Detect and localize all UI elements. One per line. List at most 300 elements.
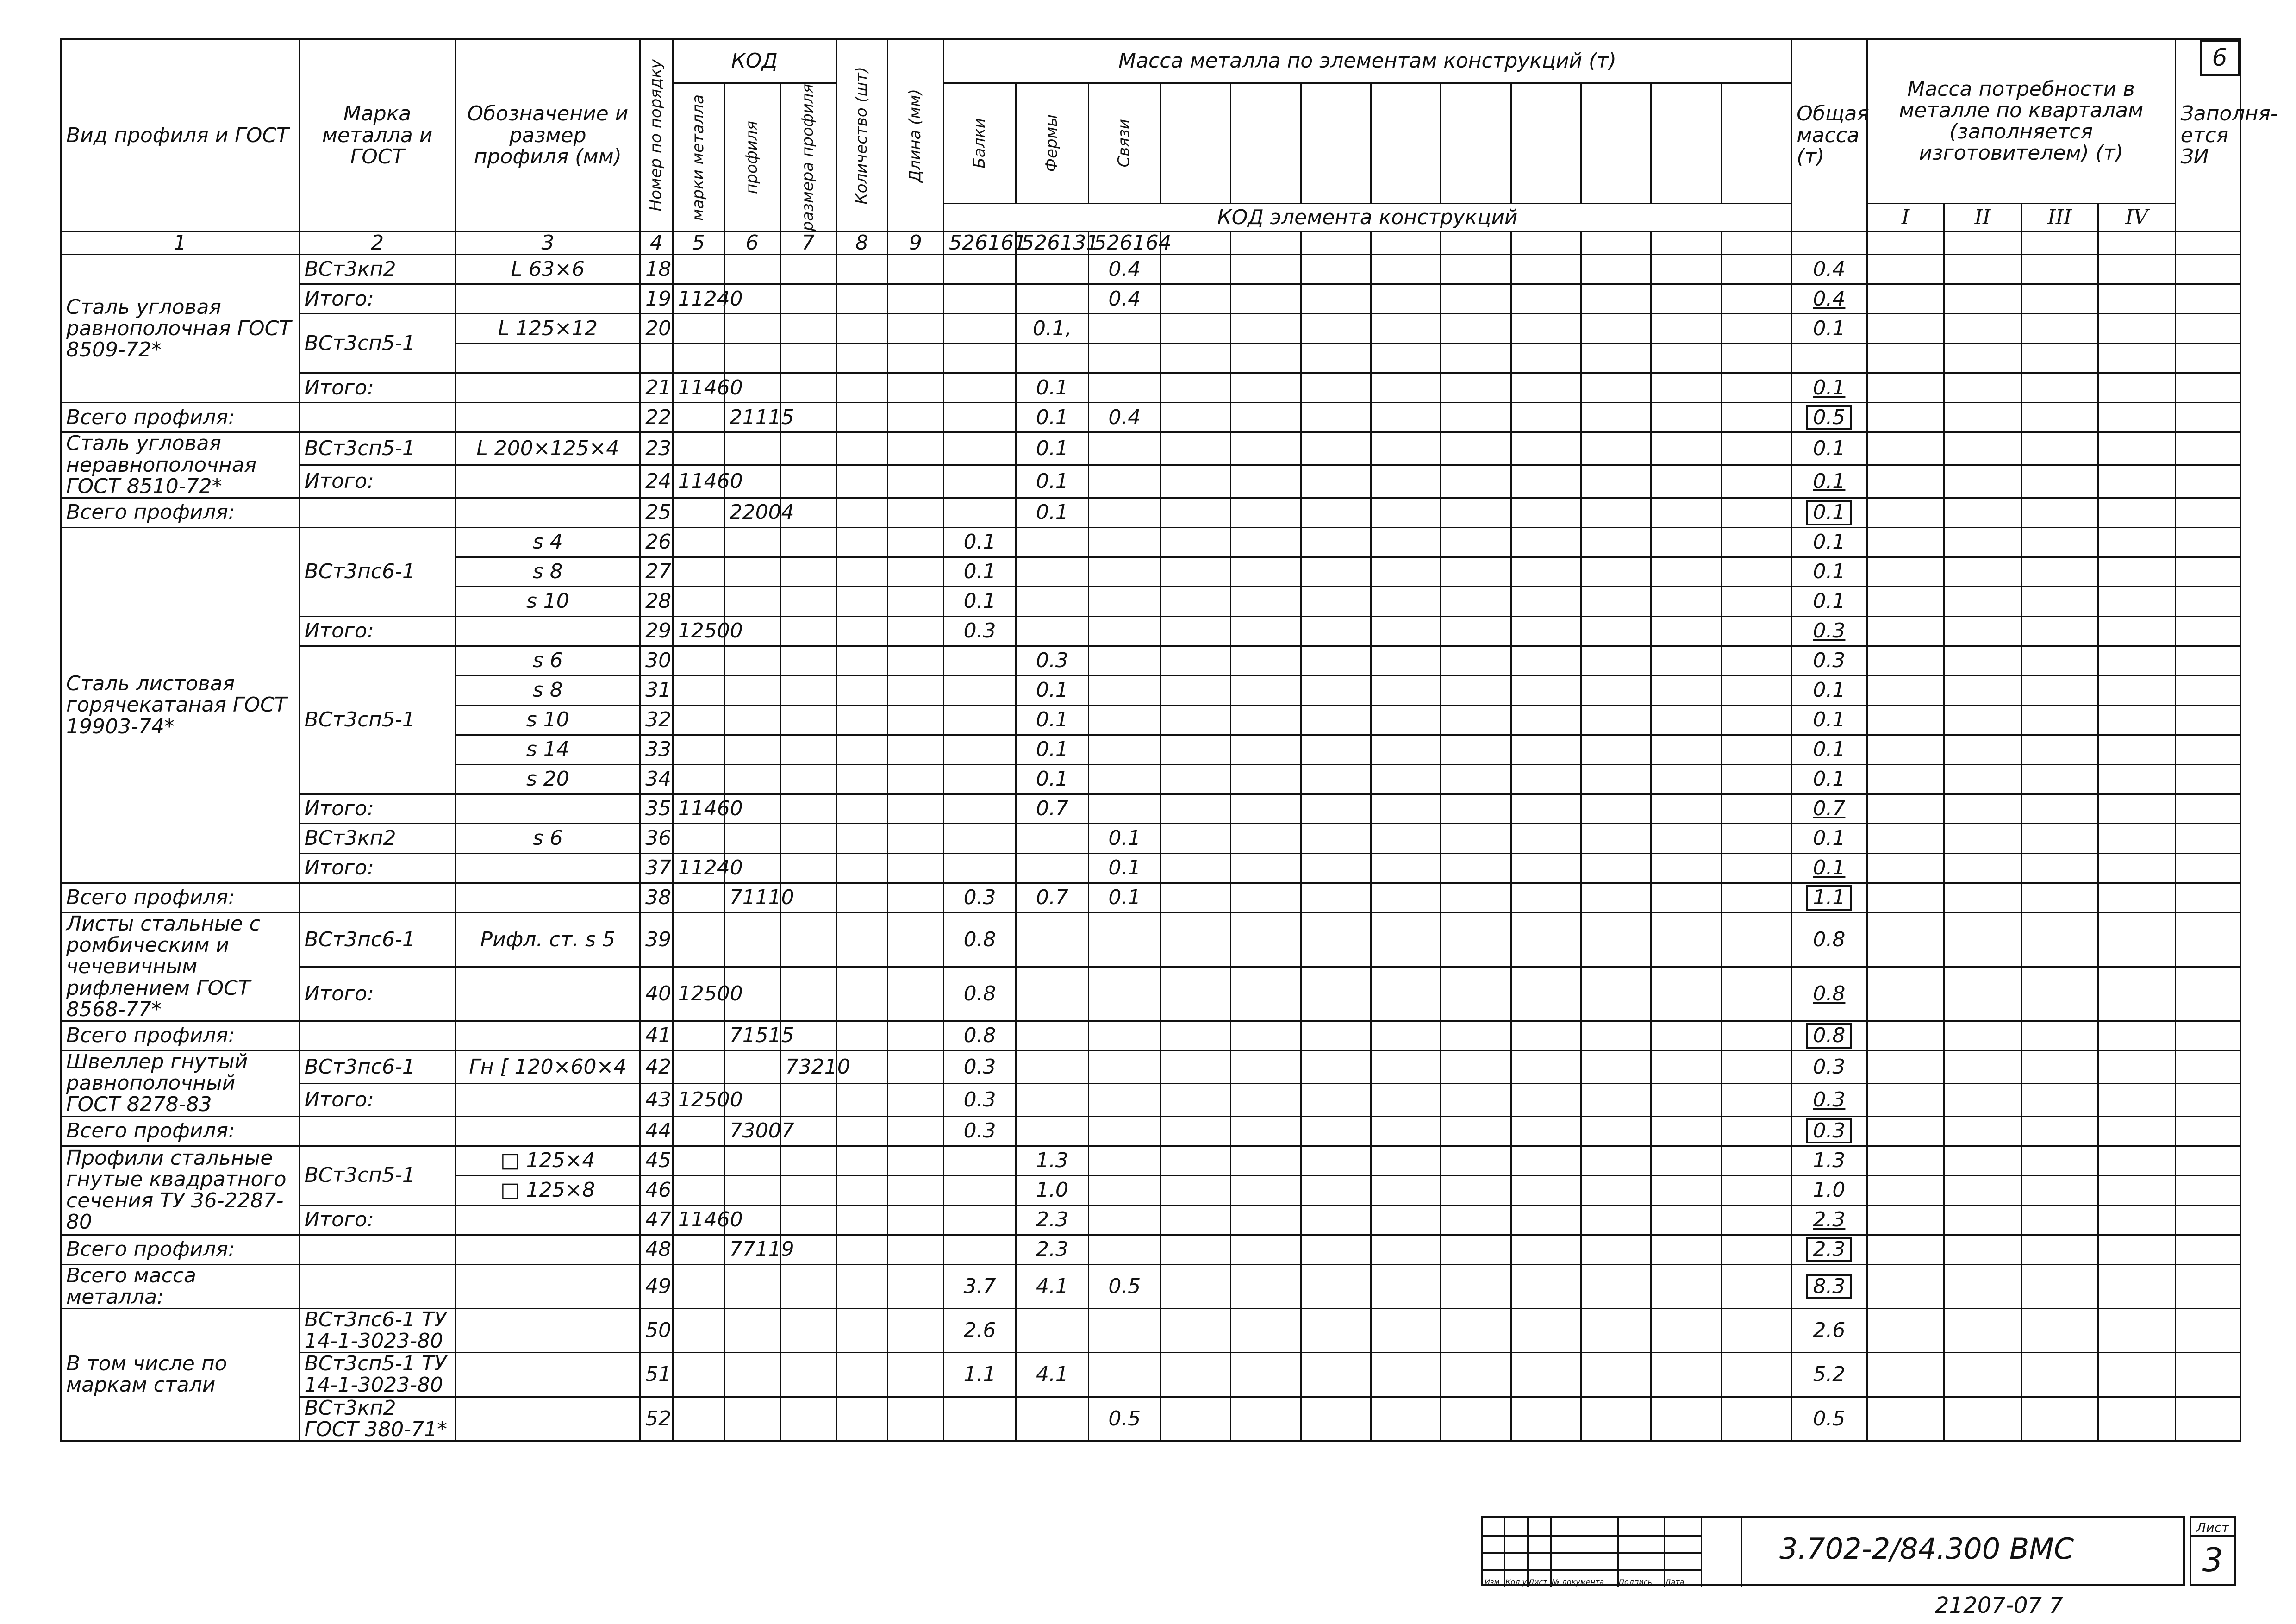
beams-mass-cell bbox=[943, 1146, 1016, 1175]
quarter-mass-cell bbox=[1867, 284, 1944, 314]
bracing-mass-cell bbox=[1088, 498, 1160, 528]
element-mass-cell bbox=[1161, 967, 1231, 1021]
total-mass-cell-text: 0.3 bbox=[1813, 619, 1846, 643]
quarter-mass-cell bbox=[1944, 1146, 2021, 1175]
bracing-mass-cell bbox=[1088, 1235, 1160, 1264]
element-mass-cell bbox=[1441, 528, 1511, 557]
beams-mass-cell bbox=[943, 465, 1016, 498]
size-code-cell bbox=[780, 794, 836, 824]
bracing-mass-cell bbox=[1088, 1116, 1160, 1146]
quarter-mass-cell bbox=[1867, 1235, 1944, 1264]
filled-by-cell bbox=[2175, 403, 2240, 432]
quarter-mass-cell bbox=[2098, 1050, 2176, 1083]
column-number: 7 bbox=[780, 232, 836, 255]
element-mass-cell bbox=[1441, 557, 1511, 587]
element-mass-cell bbox=[1511, 824, 1581, 854]
element-mass-cell bbox=[1371, 528, 1441, 557]
element-mass-cell bbox=[1581, 284, 1651, 314]
beams-mass-cell: 0.3 bbox=[943, 1083, 1016, 1116]
profile-group-cell: Сталь листовая горячекатаная ГОСТ 19903-74* bbox=[61, 528, 299, 883]
quarter-mass-cell bbox=[1944, 1116, 2021, 1146]
row-number-cell: 44 bbox=[640, 1116, 673, 1146]
steel-code-cell: 11460 bbox=[673, 465, 724, 498]
total-mass-cell: 0.1 bbox=[1791, 528, 1867, 557]
quarter-mass-cell bbox=[1944, 676, 2021, 706]
length-cell bbox=[887, 403, 943, 432]
quarter-mass-cell bbox=[1867, 255, 1944, 284]
total-mass-cell bbox=[1791, 1083, 1867, 1116]
row-number-cell: 26 bbox=[640, 528, 673, 557]
profile-group-cell: Всего профиля: bbox=[61, 1116, 299, 1146]
quarter-mass-cell bbox=[1867, 646, 1944, 676]
element-mass-cell bbox=[1651, 617, 1721, 646]
length-cell bbox=[887, 794, 943, 824]
steel-code-cell: 12500 bbox=[673, 967, 724, 1021]
quarter-mass-cell bbox=[1867, 794, 1944, 824]
steel-code-cell bbox=[673, 1235, 724, 1264]
element-mass-cell bbox=[1441, 676, 1511, 706]
element-mass-cell bbox=[1441, 1397, 1511, 1441]
header-filled-by: Заполня-ется ЗИ bbox=[2175, 39, 2240, 232]
trusses-mass-cell: 0.1 bbox=[1016, 706, 1088, 735]
element-mass-cell bbox=[1441, 706, 1511, 735]
quarter-mass-cell bbox=[1944, 824, 2021, 854]
profile-designation-cell: s 8 bbox=[455, 557, 640, 587]
beams-mass-cell bbox=[943, 1175, 1016, 1205]
steel-code-cell bbox=[673, 646, 724, 676]
element-mass-cell bbox=[1301, 344, 1371, 373]
total-mass-cell-text: 0.3 bbox=[1813, 1087, 1846, 1112]
header-length bbox=[887, 39, 943, 232]
element-mass-cell bbox=[1721, 1308, 1791, 1352]
length-cell bbox=[887, 284, 943, 314]
element-mass-cell bbox=[1511, 1175, 1581, 1205]
element-mass-cell bbox=[1231, 794, 1301, 824]
element-mass-cell bbox=[1441, 765, 1511, 794]
element-mass-cell bbox=[1161, 314, 1231, 344]
profile-group-cell: Всего профиля: bbox=[61, 1021, 299, 1050]
trusses-mass-cell bbox=[1016, 284, 1088, 314]
quarter-mass-cell bbox=[2098, 1021, 2176, 1050]
element-mass-cell bbox=[1511, 1397, 1581, 1441]
length-cell bbox=[887, 373, 943, 403]
total-mass-cell bbox=[1791, 403, 1867, 432]
size-code-cell bbox=[780, 432, 836, 465]
inventory-number: 21207-07 7 bbox=[1935, 1593, 2063, 1618]
header-code-profile-text: профиля bbox=[742, 121, 761, 194]
element-mass-cell bbox=[1581, 403, 1651, 432]
quarter-mass-cell bbox=[1944, 432, 2021, 465]
element-mass-cell bbox=[1581, 587, 1651, 617]
element-mass-cell bbox=[1441, 314, 1511, 344]
profile-designation-cell bbox=[455, 1353, 640, 1397]
quarter-mass-cell bbox=[2098, 373, 2176, 403]
profile-code-cell bbox=[724, 255, 780, 284]
total-mass-cell: 0.4 bbox=[1791, 255, 1867, 284]
quarter-mass-cell bbox=[1867, 1146, 1944, 1175]
element-mass-cell bbox=[1301, 1116, 1371, 1146]
header-code-size-text: размера профиля bbox=[798, 84, 817, 231]
element-mass-cell bbox=[1721, 528, 1791, 557]
table-row bbox=[61, 1146, 2241, 1175]
element-mass-cell bbox=[1231, 1083, 1301, 1116]
element-mass-cell bbox=[1371, 676, 1441, 706]
quarter-mass-cell bbox=[2098, 1397, 2176, 1441]
element-mass-cell bbox=[1301, 498, 1371, 528]
profile-designation-cell bbox=[455, 498, 640, 528]
total-mass-cell: 5.2 bbox=[1791, 1353, 1867, 1397]
element-mass-cell bbox=[1581, 1083, 1651, 1116]
quarter-mass-cell bbox=[1944, 913, 2021, 967]
total-mass-cell-text: 0.1 bbox=[1806, 500, 1852, 525]
column-number-empty bbox=[1721, 232, 1791, 255]
profile-designation-cell: □ 125×8 bbox=[455, 1175, 640, 1205]
quarter-mass-cell bbox=[1867, 432, 1944, 465]
bracing-mass-cell: 0.1 bbox=[1088, 883, 1160, 913]
total-mass-cell: 0.1 bbox=[1791, 432, 1867, 465]
element-mass-cell bbox=[1371, 883, 1441, 913]
element-mass-cell bbox=[1231, 1235, 1301, 1264]
length-cell bbox=[887, 967, 943, 1021]
element-mass-cell bbox=[1651, 1116, 1721, 1146]
element-mass-cell bbox=[1441, 913, 1511, 967]
steel-grade-cell: ВСт3сп5-1 ТУ 14-1-3023-80 bbox=[299, 1353, 455, 1397]
beams-mass-cell: 0.1 bbox=[943, 557, 1016, 587]
trusses-mass-cell: 0.1, bbox=[1016, 314, 1088, 344]
stamp-grid-line bbox=[1701, 1518, 1702, 1587]
element-mass-cell bbox=[1581, 824, 1651, 854]
element-mass-cell bbox=[1161, 913, 1231, 967]
row-number-cell: 35 bbox=[640, 794, 673, 824]
row-number-cell: 36 bbox=[640, 824, 673, 854]
trusses-mass-cell: 0.7 bbox=[1016, 794, 1088, 824]
steel-code-cell: 11460 bbox=[673, 794, 724, 824]
profile-group-cell: Листы стальные с ромбическим и чечевичным рифлением ГОСТ 8568-77* bbox=[61, 913, 299, 1021]
quarter-mass-cell bbox=[1944, 1264, 2021, 1308]
length-cell bbox=[887, 617, 943, 646]
element-mass-cell bbox=[1371, 465, 1441, 498]
element-mass-cell bbox=[1511, 735, 1581, 765]
steel-code-cell bbox=[673, 1146, 724, 1175]
quarter-mass-cell bbox=[1867, 854, 1944, 883]
filled-by-cell bbox=[2175, 1083, 2240, 1116]
quantity-cell bbox=[836, 528, 887, 557]
element-mass-cell bbox=[1441, 587, 1511, 617]
profile-designation-cell: L 63×6 bbox=[455, 255, 640, 284]
row-number-cell: 28 bbox=[640, 587, 673, 617]
profile-designation-cell: Рифл. ст. s 5 bbox=[455, 913, 640, 967]
steel-code-cell: 12500 bbox=[673, 617, 724, 646]
sheet-corner-number: 6 bbox=[2200, 40, 2240, 76]
trusses-mass-cell bbox=[1016, 255, 1088, 284]
quarter-iv: IV bbox=[2098, 204, 2176, 232]
element-mass-cell bbox=[1301, 314, 1371, 344]
element-mass-cell bbox=[1301, 1146, 1371, 1175]
size-code-cell bbox=[780, 255, 836, 284]
steel-grade-cell: ВСт3кп2 ГОСТ 380-71* bbox=[299, 1397, 455, 1441]
steel-code-cell bbox=[673, 1021, 724, 1050]
element-mass-cell bbox=[1441, 465, 1511, 498]
total-mass-cell-text: 0.1 bbox=[1813, 375, 1846, 400]
beams-mass-cell bbox=[943, 255, 1016, 284]
trusses-mass-cell: 0.1 bbox=[1016, 373, 1088, 403]
element-mass-cell bbox=[1721, 1146, 1791, 1175]
steel-grade-cell bbox=[299, 498, 455, 528]
stamp-caption: Подпись bbox=[1619, 1578, 1652, 1587]
filled-by-cell bbox=[2175, 373, 2240, 403]
element-mass-cell bbox=[1441, 1235, 1511, 1264]
profile-code-cell bbox=[724, 587, 780, 617]
filled-by-cell bbox=[2175, 255, 2240, 284]
row-number-cell: 27 bbox=[640, 557, 673, 587]
quarter-mass-cell bbox=[1944, 465, 2021, 498]
column-number-empty bbox=[1581, 232, 1651, 255]
element-mass-cell bbox=[1231, 373, 1301, 403]
element-mass-cell bbox=[1371, 646, 1441, 676]
column-number: 2 bbox=[299, 232, 455, 255]
filled-by-cell bbox=[2175, 344, 2240, 373]
row-number-cell: 46 bbox=[640, 1175, 673, 1205]
document-number: 3.702-2/84.300 ВМС bbox=[1779, 1532, 2074, 1566]
bracing-mass-cell bbox=[1088, 646, 1160, 676]
profile-code-cell bbox=[724, 676, 780, 706]
quarter-mass-cell bbox=[2098, 1264, 2176, 1308]
element-mass-cell bbox=[1721, 967, 1791, 1021]
table-row bbox=[61, 883, 2241, 913]
trusses-mass-cell: 0.7 bbox=[1016, 883, 1088, 913]
trusses-mass-cell bbox=[1016, 617, 1088, 646]
length-cell bbox=[887, 646, 943, 676]
element-mass-cell bbox=[1231, 465, 1301, 498]
row-number-cell: 52 bbox=[640, 1397, 673, 1441]
size-code-cell bbox=[780, 1264, 836, 1308]
element-mass-cell bbox=[1511, 284, 1581, 314]
element-mass-cell bbox=[1371, 432, 1441, 465]
header-code-size bbox=[780, 83, 836, 232]
total-mass-cell: 0.3 bbox=[1791, 1050, 1867, 1083]
filled-by-cell bbox=[2175, 498, 2240, 528]
quarter-mass-cell bbox=[2098, 794, 2176, 824]
bracing-mass-cell: 0.1 bbox=[1088, 854, 1160, 883]
header-trusses-text: Фермы bbox=[1042, 114, 1061, 172]
trusses-mass-cell: 0.1 bbox=[1016, 465, 1088, 498]
quarter-mass-cell bbox=[1944, 498, 2021, 528]
header-empty-element bbox=[1301, 83, 1371, 204]
beams-mass-cell bbox=[943, 765, 1016, 794]
total-mass-cell bbox=[1791, 1264, 1867, 1308]
quarter-mass-cell bbox=[1944, 284, 2021, 314]
quarter-mass-cell bbox=[1944, 1083, 2021, 1116]
quarter-mass-cell bbox=[1944, 617, 2021, 646]
length-cell bbox=[887, 1353, 943, 1397]
element-mass-cell bbox=[1511, 403, 1581, 432]
element-mass-cell bbox=[1371, 794, 1441, 824]
column-number-empty bbox=[1231, 232, 1301, 255]
quarter-mass-cell bbox=[1944, 314, 2021, 344]
quarter-mass-cell bbox=[1867, 1264, 1944, 1308]
element-mass-cell bbox=[1231, 646, 1301, 676]
size-code-cell bbox=[780, 646, 836, 676]
filled-by-cell bbox=[2175, 1308, 2240, 1352]
stamp-grid-line bbox=[1483, 1535, 1701, 1537]
element-mass-cell bbox=[1301, 1021, 1371, 1050]
element-mass-cell bbox=[1441, 735, 1511, 765]
total-mass-cell-text: 0.8 bbox=[1813, 981, 1846, 1006]
element-mass-cell bbox=[1301, 735, 1371, 765]
element-mass-cell bbox=[1301, 1175, 1371, 1205]
element-mass-cell bbox=[1371, 706, 1441, 735]
steel-code-cell: 11240 bbox=[673, 854, 724, 883]
quantity-cell bbox=[836, 646, 887, 676]
column-number-empty bbox=[1791, 232, 1867, 255]
element-mass-cell bbox=[1231, 403, 1301, 432]
total-mass-cell bbox=[1791, 344, 1867, 373]
quarter-mass-cell bbox=[2021, 284, 2098, 314]
steel-grade-cell: ВСт3пс6-1 bbox=[299, 1050, 455, 1083]
quarter-mass-cell bbox=[2098, 528, 2176, 557]
steel-code-cell bbox=[673, 255, 724, 284]
profile-code-cell bbox=[724, 646, 780, 676]
element-mass-cell bbox=[1441, 284, 1511, 314]
element-mass-cell bbox=[1161, 403, 1231, 432]
quantity-cell bbox=[836, 854, 887, 883]
profile-designation-cell bbox=[455, 1308, 640, 1352]
header-profile-type: Вид профиля и ГОСТ bbox=[61, 39, 299, 232]
sheet-label: Лист bbox=[2191, 1520, 2234, 1537]
filled-by-cell bbox=[2175, 883, 2240, 913]
quarter-mass-cell bbox=[2098, 344, 2176, 373]
size-code-cell bbox=[780, 824, 836, 854]
quarter-mass-cell bbox=[1944, 1050, 2021, 1083]
element-mass-cell bbox=[1371, 284, 1441, 314]
profile-designation-cell bbox=[455, 403, 640, 432]
bracing-mass-cell bbox=[1088, 587, 1160, 617]
column-number-empty bbox=[1867, 232, 1944, 255]
element-mass-cell bbox=[1581, 735, 1651, 765]
profile-code-cell bbox=[724, 1308, 780, 1352]
element-mass-cell bbox=[1511, 557, 1581, 587]
filled-by-cell bbox=[2175, 1021, 2240, 1050]
column-number: 6 bbox=[724, 232, 780, 255]
row-number-cell: 24 bbox=[640, 465, 673, 498]
element-mass-cell bbox=[1441, 646, 1511, 676]
header-empty-element bbox=[1721, 83, 1791, 204]
size-code-cell bbox=[780, 706, 836, 735]
steel-code-cell bbox=[673, 913, 724, 967]
trusses-mass-cell: 0.1 bbox=[1016, 432, 1088, 465]
quarter-mass-cell bbox=[2021, 344, 2098, 373]
profile-code-cell: 21115 bbox=[724, 403, 780, 432]
element-mass-cell bbox=[1721, 1235, 1791, 1264]
profile-designation-cell: s 10 bbox=[455, 587, 640, 617]
quarter-mass-cell bbox=[2021, 1308, 2098, 1352]
element-mass-cell bbox=[1371, 1353, 1441, 1397]
bracing-mass-cell: 0.5 bbox=[1088, 1397, 1160, 1441]
element-mass-cell bbox=[1511, 1083, 1581, 1116]
element-mass-cell bbox=[1651, 373, 1721, 403]
element-mass-cell bbox=[1651, 794, 1721, 824]
row-number-cell: 22 bbox=[640, 403, 673, 432]
table-row bbox=[61, 528, 2241, 557]
size-code-cell: 73210 bbox=[780, 1050, 836, 1083]
element-mass-cell bbox=[1651, 528, 1721, 557]
trusses-mass-cell bbox=[1016, 1116, 1088, 1146]
column-number: 526164 bbox=[1088, 232, 1160, 255]
element-mass-cell bbox=[1441, 498, 1511, 528]
steel-grade-cell: Итого: bbox=[299, 373, 455, 403]
element-mass-cell bbox=[1511, 314, 1581, 344]
total-mass-cell: 1.0 bbox=[1791, 1175, 1867, 1205]
table-row bbox=[61, 617, 2241, 646]
row-number-cell: 48 bbox=[640, 1235, 673, 1264]
element-mass-cell bbox=[1441, 794, 1511, 824]
quarter-mass-cell bbox=[1944, 883, 2021, 913]
element-mass-cell bbox=[1301, 676, 1371, 706]
element-mass-cell bbox=[1161, 1175, 1231, 1205]
element-mass-cell bbox=[1441, 255, 1511, 284]
quarter-mass-cell bbox=[2098, 1205, 2176, 1235]
size-code-cell bbox=[780, 1308, 836, 1352]
element-mass-cell bbox=[1231, 883, 1301, 913]
element-mass-cell bbox=[1581, 432, 1651, 465]
quarter-mass-cell bbox=[1944, 1235, 2021, 1264]
size-code-cell bbox=[780, 344, 836, 373]
profile-code-cell: 22004 bbox=[724, 498, 780, 528]
quarter-mass-cell bbox=[2021, 735, 2098, 765]
element-mass-cell bbox=[1651, 706, 1721, 735]
quarter-mass-cell bbox=[2021, 646, 2098, 676]
element-mass-cell bbox=[1301, 1205, 1371, 1235]
quarter-mass-cell bbox=[1867, 465, 1944, 498]
element-mass-cell bbox=[1651, 284, 1721, 314]
element-mass-cell bbox=[1441, 432, 1511, 465]
element-mass-cell bbox=[1161, 1264, 1231, 1308]
quarter-mass-cell bbox=[1944, 794, 2021, 824]
header-code-steel-text: марки металла bbox=[688, 94, 707, 221]
element-mass-cell bbox=[1301, 854, 1371, 883]
steel-grade-cell: ВСт3сп5-1 bbox=[299, 432, 455, 465]
element-mass-cell bbox=[1231, 1264, 1301, 1308]
length-cell bbox=[887, 1083, 943, 1116]
quantity-cell bbox=[836, 1264, 887, 1308]
steel-grade-cell: ВСт3сп5-1 bbox=[299, 314, 455, 373]
filled-by-cell bbox=[2175, 854, 2240, 883]
quarter-mass-cell bbox=[1944, 344, 2021, 373]
quantity-cell bbox=[836, 1397, 887, 1441]
element-mass-cell bbox=[1721, 1050, 1791, 1083]
header-bracing-text: Связи bbox=[1115, 119, 1134, 168]
bracing-mass-cell bbox=[1088, 373, 1160, 403]
element-mass-cell bbox=[1161, 1353, 1231, 1397]
profile-designation-cell bbox=[455, 1116, 640, 1146]
quarter-mass-cell bbox=[1944, 528, 2021, 557]
quarter-mass-cell bbox=[2021, 1083, 2098, 1116]
element-mass-cell bbox=[1301, 646, 1371, 676]
size-code-cell bbox=[780, 1205, 836, 1235]
size-code-cell bbox=[780, 587, 836, 617]
profile-code-cell bbox=[724, 765, 780, 794]
quantity-cell bbox=[836, 883, 887, 913]
profile-designation-cell bbox=[455, 344, 640, 373]
element-mass-cell bbox=[1651, 735, 1721, 765]
total-mass-cell: 0.1 bbox=[1791, 824, 1867, 854]
row-number-cell bbox=[640, 344, 673, 373]
table-row bbox=[61, 1205, 2241, 1235]
header-beams bbox=[943, 83, 1016, 204]
element-mass-cell bbox=[1441, 1083, 1511, 1116]
element-mass-cell bbox=[1371, 824, 1441, 854]
total-mass-cell-text: 1.1 bbox=[1806, 885, 1852, 910]
